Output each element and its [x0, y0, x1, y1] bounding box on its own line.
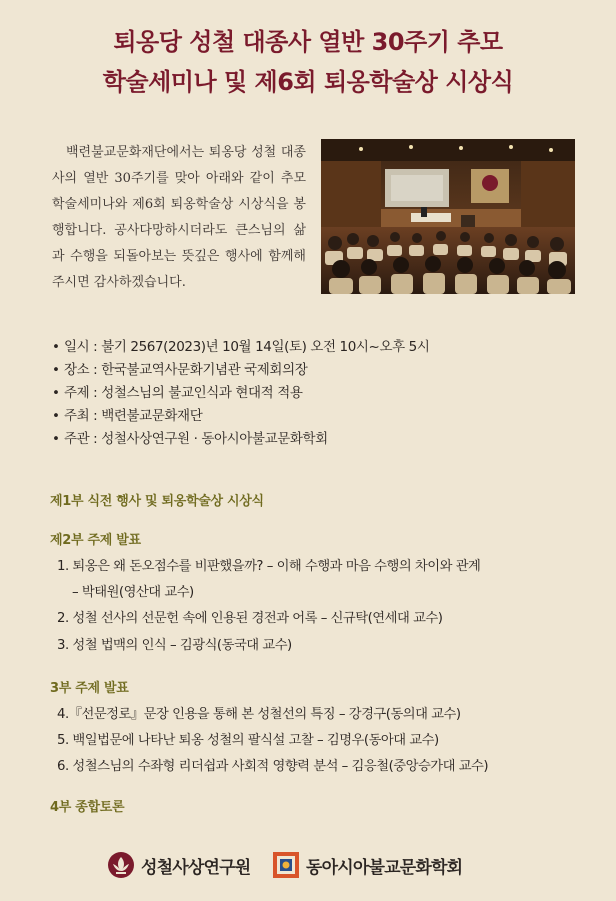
program-part-4-heading: 4부 종합토론 [50, 800, 125, 815]
org1-logo [107, 851, 250, 879]
program-item: 4.『선문정로』문장 인용을 통해 본 성철선의 특징 – 강경구(동의대 교수) [57, 707, 461, 722]
program-item-presenter: – 박태원(영산대 교수) [72, 585, 194, 600]
info-date: • 일시 : 불기 2567(2023)년 10월 14일(토) 오전 10시~오후 5시 [52, 339, 430, 355]
square-emblem-icon [272, 851, 300, 879]
info-organizer: • 주관 : 성철사상연구원 · 동아시아불교문화학회 [52, 431, 328, 447]
info-theme: • 주제 : 성철스님의 불교인식과 현대적 적용 [52, 385, 303, 401]
program-part-3-heading: 3부 주제 발표 [50, 681, 129, 696]
event-photo [321, 139, 575, 294]
info-host: • 주최 : 백련불교문화재단 [52, 408, 203, 424]
program-item: 6. 성철스님의 수좌형 리더쉽과 사회적 영향력 분석 – 김응철(중앙승가대 교수) [57, 759, 489, 774]
event-info-list [52, 336, 429, 451]
info-venue: • 장소 : 한국불교역사문화기념관 국제회의장 [52, 362, 308, 378]
org1-name: 성철사상연구원 [141, 857, 251, 878]
program-part-1-heading: 제1부 식전 행사 및 퇴옹학술상 시상식 [50, 494, 264, 509]
program-item: 2. 성철 선사의 선문헌 속에 인용된 경전과 어록 – 신규탁(연세대 교수) [57, 611, 443, 626]
lotus-emblem-icon [107, 851, 135, 879]
title-line-2: 학술세미나 및 제6회 퇴옹학술상 시상식 [102, 68, 514, 96]
org2-name: 동아시아불교문화학회 [306, 857, 463, 878]
org2-logo [272, 851, 462, 879]
program-part-2-heading: 제2부 주제 발표 [50, 533, 141, 548]
program-item: 5. 백일법문에 나타난 퇴옹 성철의 팔식설 고찰 – 김명우(동아대 교수) [57, 733, 439, 748]
auditorium-photo-illustration [321, 139, 575, 294]
title-line-1: 퇴옹당 성철 대종사 열반 30주기 추모 [113, 28, 503, 56]
program-item: 1. 퇴옹은 왜 돈오점수를 비판했을까? – 이해 수행과 마음 수행의 차이와 관계 [57, 559, 481, 574]
program-item: 3. 성철 법맥의 인식 – 김광식(동국대 교수) [57, 638, 292, 653]
footer-logos [0, 848, 616, 884]
intro-paragraph: 백련불교문화재단에서는 퇴옹당 성철 대종사의 열반 30주기를 맞아 아래와 같이 추모 학술세미나와 제6회 퇴옹학술상 시상식을 봉행합니다. 공사다망하시더라도 큰스님의 삶과 수행을 되돌아보는 뜻깊은 행사에 함께해 주시면 감사하겠습니다. [52, 145, 306, 290]
